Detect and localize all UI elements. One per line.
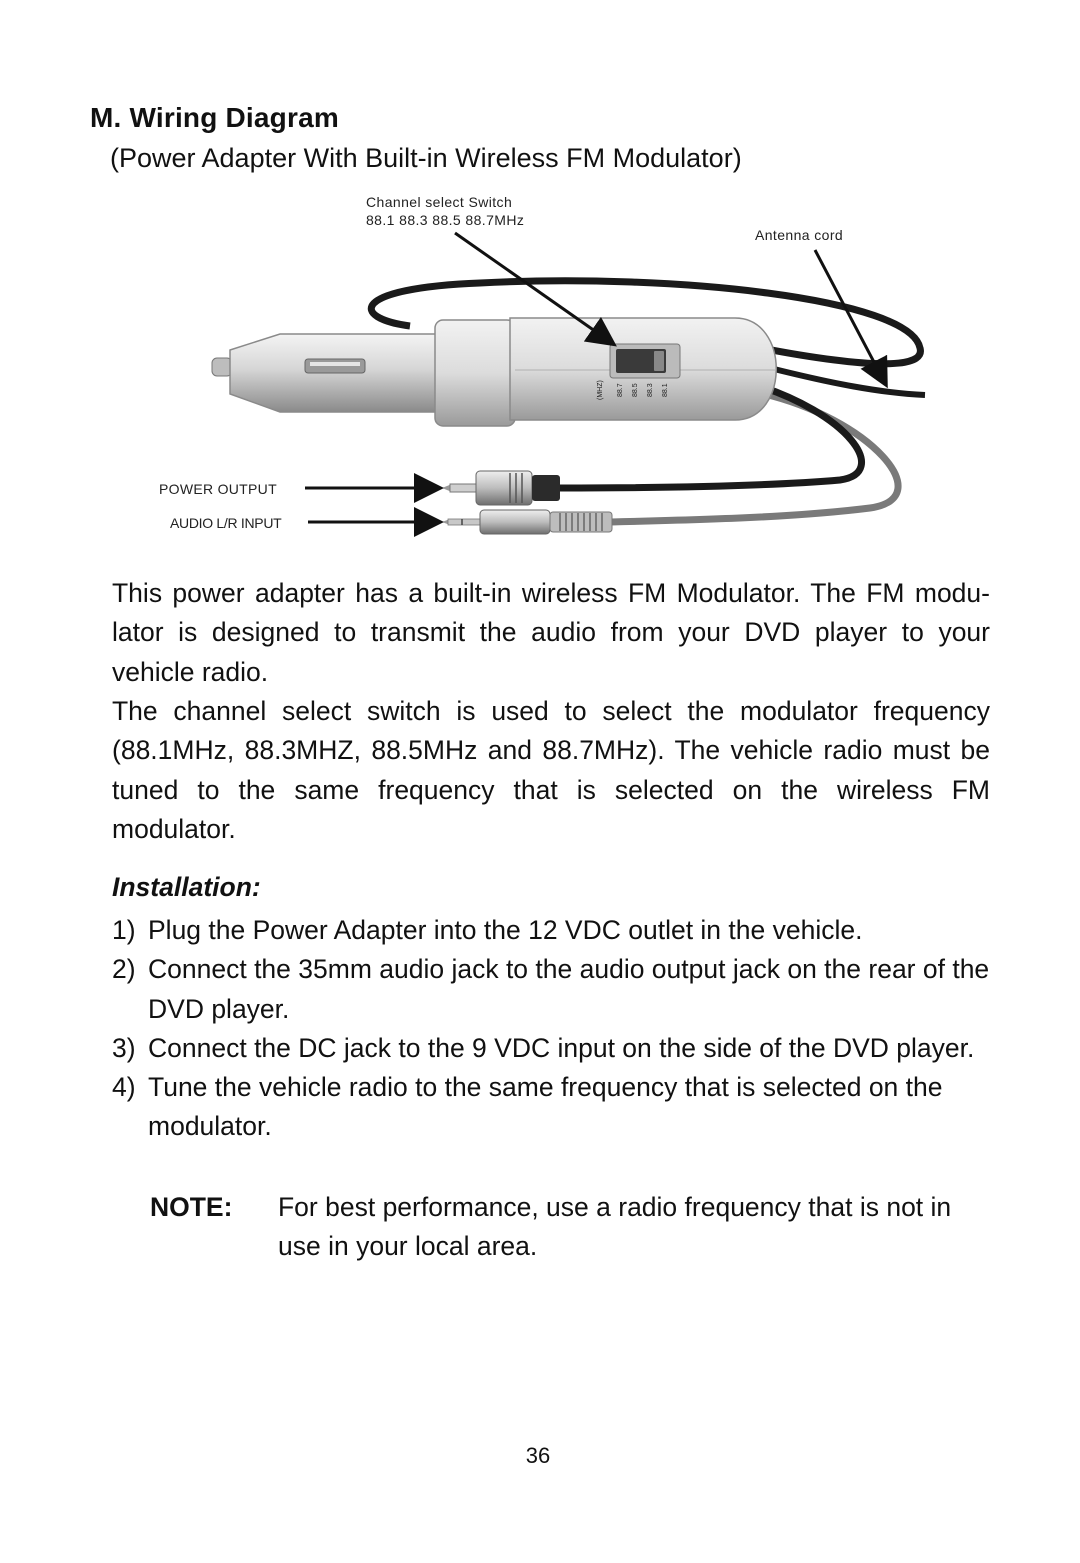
modulator-body [510, 318, 776, 420]
audio-input-label: AUDIO L/R INPUT [170, 515, 282, 531]
step-text: Connect the 35mm audio jack to the audio output jack on the rear of the DVD player. [148, 954, 990, 1024]
wiring-diagram [150, 188, 940, 548]
list-item [112, 911, 992, 950]
step-number: 2) [112, 954, 136, 985]
step-number: 3) [112, 1032, 136, 1063]
switch-position-label: 88.5 [632, 383, 639, 397]
power-output-label: POWER OUTPUT [159, 481, 277, 497]
car-plug [212, 320, 515, 426]
audio-jack [442, 510, 612, 534]
channel-paragraph: The channel select switch is used to select the modulator frequency (88.1MHz, 88.3MHZ, 88.5MHz and 88.7MHz). The vehicle radio must be tuned to the same frequency that is selected on the wireless FM modulator. [112, 696, 990, 844]
page-number: 36 [525, 1443, 551, 1468]
wiring-diagram-illustration [150, 188, 940, 548]
step-text: Connect the DC jack to the 9 VDC input on the side of the DVD player. [148, 1032, 975, 1063]
list-item [112, 1029, 992, 1068]
switch-position-label: 88.3 [647, 383, 654, 397]
channel-switch-freqs: 88.1 88.3 88.5 88.7MHz [366, 212, 525, 228]
section-subheading: (Power Adapter With Built-in Wireless FM Modulator) [110, 143, 742, 173]
switch-position-label: 88.7 [617, 383, 624, 397]
step-text: Tune the vehicle radio to the same frequency that is selected on the modulator. [148, 1072, 943, 1142]
installation-steps [112, 911, 992, 1147]
switch-position-label: 88.1 [662, 383, 669, 397]
list-item [112, 950, 992, 1029]
step-text: Plug the Power Adapter into the 12 VDC outlet in the vehicle. [148, 915, 863, 945]
step-number: 4) [112, 1072, 136, 1103]
list-item [112, 1068, 992, 1147]
switch-unit-label: (MHZ) [597, 380, 604, 400]
note-block [150, 1188, 990, 1267]
antenna-label: Antenna cord [755, 227, 844, 243]
intro-paragraph: This power adapter has a built-in wireless FM Modulator. The FM modu-lator is designed to transmit the audio from your DVD player to your vehicle radio. [112, 578, 990, 687]
note-label: NOTE: [150, 1192, 233, 1222]
power-jack [442, 471, 560, 505]
note-text: For best performance, use a radio frequency that is not in use in your local area. [278, 1192, 952, 1262]
installation-title: Installation: [112, 872, 261, 902]
section-heading: M. Wiring Diagram [90, 102, 339, 133]
channel-switch-label: Channel select Switch [366, 194, 513, 210]
step-number: 1) [112, 915, 136, 945]
